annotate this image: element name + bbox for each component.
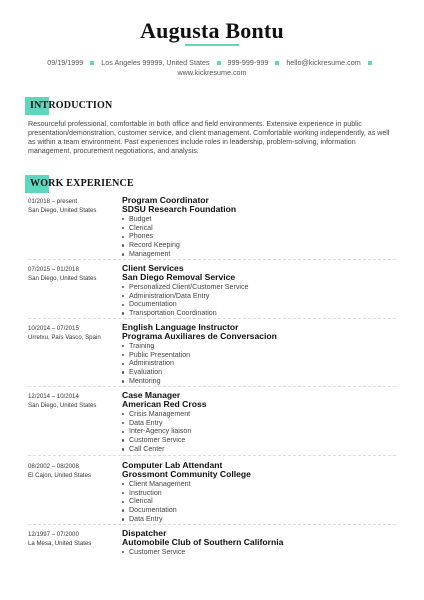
job-duties [122,548,392,557]
job-role: Case Manager [122,390,181,400]
list-item: Administration [122,359,392,368]
job-date: 07/2015 – 01/2018 [28,266,79,273]
introduction-heading [28,97,112,115]
job-date: 12/1997 – 07/2000 [28,531,79,538]
job-location: San Diego, United States [28,207,97,214]
birthdate: 09/19/1999 [47,58,84,67]
entry-divider [28,455,396,456]
job-date: 12/2014 – 10/2014 [28,393,79,400]
separator-square-icon [217,61,221,65]
separator-square-icon [275,61,279,65]
job-organization: American Red Cross [122,399,207,410]
entry-divider [28,524,396,525]
job-date: 08/2002 – 08/2008 [28,463,79,470]
list-item: Management [122,250,392,259]
contact-line-2 [0,68,424,78]
list-item: Data Entry [122,419,392,428]
job-role: English Language Instructor [122,322,239,332]
list-item: Mentoring [122,377,392,386]
job-location: Urretxu, País Vasco, Spain [28,334,101,341]
candidate-name: Augusta Bontu [140,18,284,43]
introduction-title: INTRODUCTION [30,100,113,111]
address: Los Angeles 99999, United States [101,58,210,67]
job-organization: Automobile Club of Southern California [122,537,284,548]
job-role: Program Coordinator [122,195,209,205]
list-item: Administration/Data Entry [122,292,392,301]
entry-divider [28,386,396,387]
list-item: Crisis Management [122,410,392,419]
list-item: Documentation [122,506,392,515]
job-duties [122,283,392,318]
work-experience-title: WORK EXPERIENCE [30,178,134,189]
entry-divider [28,318,396,319]
list-item: Documentation [122,300,392,309]
job-location: San Diego, United States [28,275,97,282]
list-item: Clerical [122,497,392,506]
contact-info [0,58,424,78]
job-role: Dispatcher [122,528,167,538]
separator-square-icon [368,61,372,65]
contact-line-1 [0,58,424,68]
job-organization: Programa Auxiliares de Conversacion [122,331,277,342]
separator-square-icon [90,61,94,65]
list-item: Budget [122,215,392,224]
job-organization: SDSU Research Foundation [122,204,237,215]
list-item: Inter-Agency liaison [122,427,392,436]
job-duties [122,410,392,454]
list-item: Client Management [122,480,392,489]
job-organization: San Diego Removal Service [122,272,236,283]
list-item: Customer Service [122,436,392,445]
job-duties [122,215,392,259]
job-location: El Cajon, United States [28,472,92,479]
list-item: Data Entry [122,515,392,524]
job-duties [122,342,392,386]
job-organization: Grossmont Community College [122,469,251,480]
list-item: Training [122,342,392,351]
job-location: La Mesa, United States [28,540,92,547]
list-item: Personalized Client/Customer Service [122,283,392,292]
introduction-text: Resourceful professional, comfortable in both office and field environments. Extensive experience in public presentation/demonstration, customer service, and client management. Comfortable working independently, as well as within a team environment. Past experiences include roles in leadership, problem-solving, information management, procurement negotiations, and analysis. [28,120,390,156]
work-experience-heading [28,175,134,193]
list-item: Evaluation [122,368,392,377]
entry-divider [28,259,396,260]
list-item: Instruction [122,489,392,498]
job-location: San Diego, United States [28,402,97,409]
phone: 999-999-999 [227,58,269,67]
job-role: Computer Lab Attendant [122,460,223,470]
email-link[interactable]: hello@kickresume.com [286,58,361,67]
list-item: Clerical [122,224,392,233]
name-underline [185,44,239,46]
list-item: Record Keeping [122,241,392,250]
list-item: Call Center [122,445,392,454]
job-date: 01/2018 – present [28,198,78,205]
job-duties [122,480,392,524]
list-item: Phones [122,232,392,241]
list-item: Customer Service [122,548,392,557]
list-item: Transportation Coordination [122,309,392,318]
job-role: Client Services [122,263,184,273]
job-date: 10/2014 – 07/2015 [28,325,79,332]
website-link[interactable]: www.kickresume.com [177,68,247,77]
list-item: Public Presentation [122,351,392,360]
